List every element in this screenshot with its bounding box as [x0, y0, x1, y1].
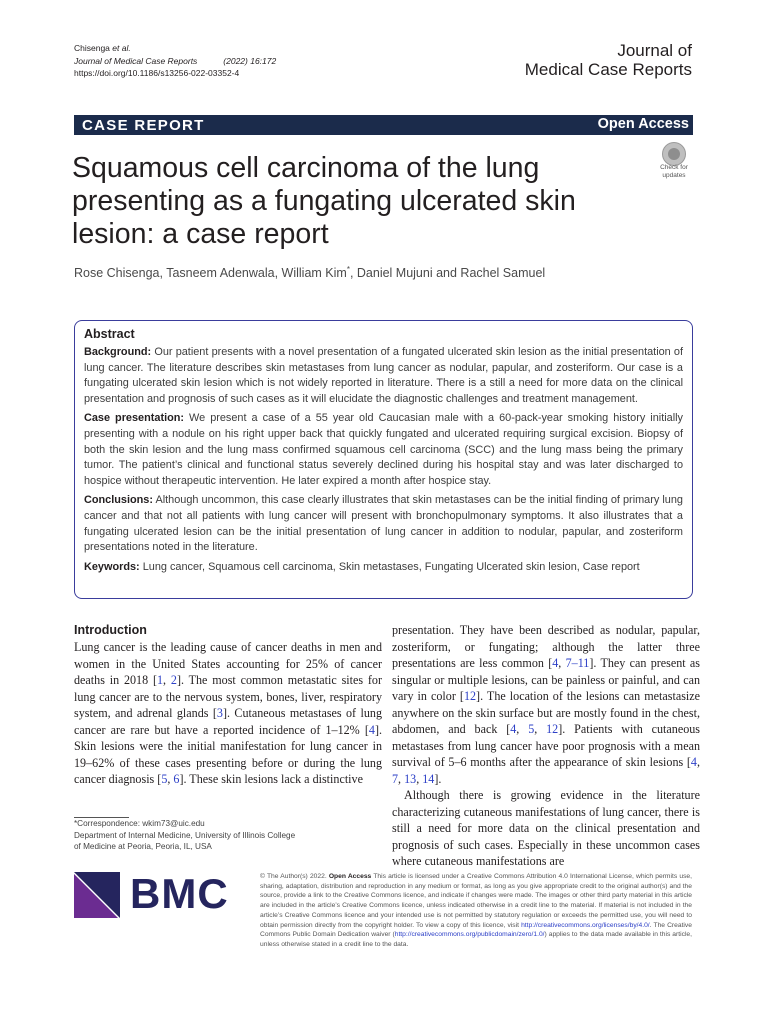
text-run: ]. Skin lesions were the initial manifestation for lung cancer in 19–62% of these cases presenting before or during the lung cancer diagnosis [: [74, 722, 382, 786]
author-list: [74, 265, 545, 280]
abstract-case: [84, 411, 683, 489]
intro-paragraph-2: [392, 622, 700, 787]
conclusions-text: Although uncommon, this case clearly illustrates that skin metastases can be the initial finding of primary lung cancer and that not all patients with lung cancer will present with bronchopulmonary symptoms. It also illustrates that a fungating ulcerated lesion can be the initial presentation of lung cancer in addition to nodular, papular, and zosteriform presentations noted in the literature.: [84, 494, 683, 554]
text-run: This article is licensed under a Creative Commons Attribution 4.0 International License, which permits use, sharing, adaptation, distribution and reproduction in any medium or format, as long as you give appropriate credit to the original author(s) and the source, provide a link to the Creative Commons licence, and indicate if changes were made. The images or other third party material in this article are included in the article’s Creative Commons licence, unless indicated otherwise in a credit line to the material. If material is not included in the article’s Creative Commons licence and your intended use is not permitted by statutory regulation or exceeds the permitted use, you will need to obtain permission directly from the copyright holder. To view a copy of this licence, visit: [260, 873, 692, 929]
abstract-box: [74, 320, 693, 599]
citation-link[interactable]: 12: [463, 689, 477, 703]
background-label: Background:: [84, 346, 152, 358]
text-run: ,: [558, 656, 566, 670]
body-column-right: [392, 622, 700, 870]
correspondence-footnote: [74, 818, 374, 853]
conclusions-label: Conclusions:: [84, 494, 153, 507]
text-run: . The Creative Commons Public Domain Dedication waiver (: [260, 921, 692, 939]
bmc-logo-text: BMC: [130, 870, 229, 917]
text-run: Lung cancer is the leading cause of cancer deaths in men and women in the United States accounting for 25% of cancer deaths in 2018 [: [74, 640, 382, 687]
crossmark-icon: [662, 142, 686, 166]
abstract-background: [84, 345, 683, 407]
doi-link[interactable]: https://doi.org/10.1186/s13256-022-03352-4: [74, 68, 240, 78]
journal-logo: [525, 41, 692, 79]
bmc-mark-icon: [74, 872, 122, 920]
year-volume: (2022) 16:172: [223, 55, 277, 66]
cc-by-link[interactable]: http://creativecommons.org/licenses/by/4.0/: [521, 921, 650, 929]
body-column-left: [74, 622, 382, 788]
text-run: ]. These skin lesions lack a distinctive: [179, 772, 363, 786]
section-heading-introduction: Introduction: [74, 623, 147, 637]
citation-link[interactable]: 13: [404, 771, 417, 786]
text-run: ]. Patients with cutaneous metastases from lung cancer have poor prognosis with a mean survival of 5–6 months after the appearance of skin lesions [: [392, 722, 701, 769]
text-run: ]. The most common metastatic sites for lung cancer are to the nervous system, bones, liver, respiratory system, and adrenal glands [: [74, 673, 383, 720]
citation-link[interactable]: 4: [368, 722, 375, 737]
text-run: ]. They can present as singular or multiple lesions, can be painless or painful, and can vary in color [: [392, 656, 700, 703]
text-run: ]. Cutaneous metastases of lung cancer are rare but have a reported incidence of 1–12% [: [74, 706, 382, 737]
intro-paragraph-3: Although there is growing evidence in the literature characterizing cutaneous manifestations of lung cancer, there is still a need for more data on the clinical presentation and prognosis of such cases. Especially in these uncommon cases where cutaneous manifestations are: [392, 788, 700, 868]
text-run: ,: [398, 771, 405, 786]
cc-zero-link[interactable]: http://creativecommons.org/publicdomain/zero/1.0/: [394, 931, 545, 939]
citation-link[interactable]: 1: [157, 673, 164, 687]
citation-link[interactable]: 2: [170, 673, 177, 687]
authors-after: , Daniel Mujuni and Rachel Samuel: [349, 266, 546, 281]
article-type-banner: [74, 115, 693, 135]
keywords-text: Lung cancer, Squamous cell carcinoma, Skin metastases, Fungating Ulcerated skin lesion, Case report: [142, 560, 640, 573]
citation-link[interactable]: 14: [422, 771, 435, 786]
text-run: ) applies to the data made available in this article, unless otherwise stated in a credit line to the data.: [260, 931, 693, 948]
abstract-conclusions: [84, 493, 683, 555]
citation-link[interactable]: 5: [161, 772, 168, 786]
background-text: Our patient presents with a novel presentation of a fungated ulcerated skin lesion as the initial presentation of lung cancer. The literature describes skin metastases from lung cancer as nodular, papular, and zosteriform. Our case is a fungating ulcerated skin lesion which is not widely reported in literature. There is a still a need for more data on the clinical presentation and prognosis of such cases as it will elucidate the diagnostic challenges and treatment management.: [84, 346, 683, 405]
citation-link[interactable]: 12: [546, 722, 559, 736]
license-text: [260, 872, 692, 950]
article-title: Squamous cell carcinoma of the lung presenting as a fungating ulcerated skin lesion: a case report: [72, 152, 576, 250]
text-run: ].: [434, 771, 442, 786]
case-text: We present a case of a 55 year old Caucasian male with a 60-pack-year smoking history initially presenting with a nodule on his right upper back that quickly fungated and ulcerated requiring surgical excision. Biopsy of both the skin lesion and the lung mass confirmed squamous cell carcinoma (SCC) and the lung mass being the primary tumor. The patient’s clinical and functional status severely declined during his hospital stay and was later discharged to hospice without therapeutic intervention. He later expired a month after hospice stay.: [84, 412, 683, 487]
text-run: presentation. They have been described as nodular, papular, zosteriform, or fungating; although the latter three presentations are less common [: [392, 623, 700, 670]
correspondence-email: *Correspondence: wkim73@uic.edu: [74, 819, 205, 828]
check-for-updates-badge[interactable]: [654, 142, 694, 182]
journal-name-line-2: Medical Case Reports: [524, 60, 692, 79]
text-run: © The Author(s) 2022.: [260, 873, 329, 880]
text-run: ,: [163, 673, 171, 687]
citation-link[interactable]: 3: [216, 706, 223, 720]
text-run: ,: [516, 722, 529, 736]
text-run: ,: [416, 771, 423, 786]
open-access-label: Open Access: [597, 116, 689, 132]
abstract-keywords: [84, 560, 683, 576]
bmc-logo: [74, 870, 229, 920]
citation-link[interactable]: 7: [392, 771, 399, 786]
text-run: ,: [167, 772, 174, 786]
text-run: ,: [534, 722, 547, 736]
journal-name-line-1: Journal of: [617, 41, 692, 60]
citation-link[interactable]: 6: [173, 772, 180, 786]
authors-before: Rose Chisenga, Tasneem Adenwala, William Kim: [74, 266, 347, 281]
article-type: CASE REPORT: [82, 117, 205, 134]
abstract-heading: Abstract: [84, 327, 135, 341]
citation-link[interactable]: 4: [510, 722, 517, 736]
author-short: Chisenga: [74, 43, 113, 53]
text-run: ,: [696, 755, 700, 769]
affiliation-line-1: Department of Internal Medicine, University of Illinois College: [74, 830, 296, 840]
citation-link[interactable]: 4: [552, 656, 559, 670]
intro-paragraph-1: [74, 639, 382, 788]
journal-line: Journal of Medical Case Reports: [74, 55, 198, 66]
open-access-bold: Open Access: [328, 873, 372, 880]
affiliation-line-2: of Medicine at Peoria, Peoria, IL, USA: [74, 842, 212, 851]
keywords-label: Keywords:: [84, 560, 140, 573]
check-label-1: Check for: [660, 164, 688, 171]
corresponding-mark: *: [346, 265, 350, 274]
citation-link[interactable]: 4: [690, 755, 697, 769]
case-label: Case presentation:: [84, 412, 185, 425]
citation-link[interactable]: 5: [528, 722, 535, 736]
text-run: ]. The location of the lesions can metastasize anywhere on the skin surface but are mostly found in the chest, abdomen, and back [: [392, 689, 700, 736]
et-al: et al.: [112, 43, 131, 53]
citation-header: [74, 42, 276, 80]
check-label-2: updates: [662, 171, 686, 179]
citation-link[interactable]: 7–11: [565, 656, 590, 670]
